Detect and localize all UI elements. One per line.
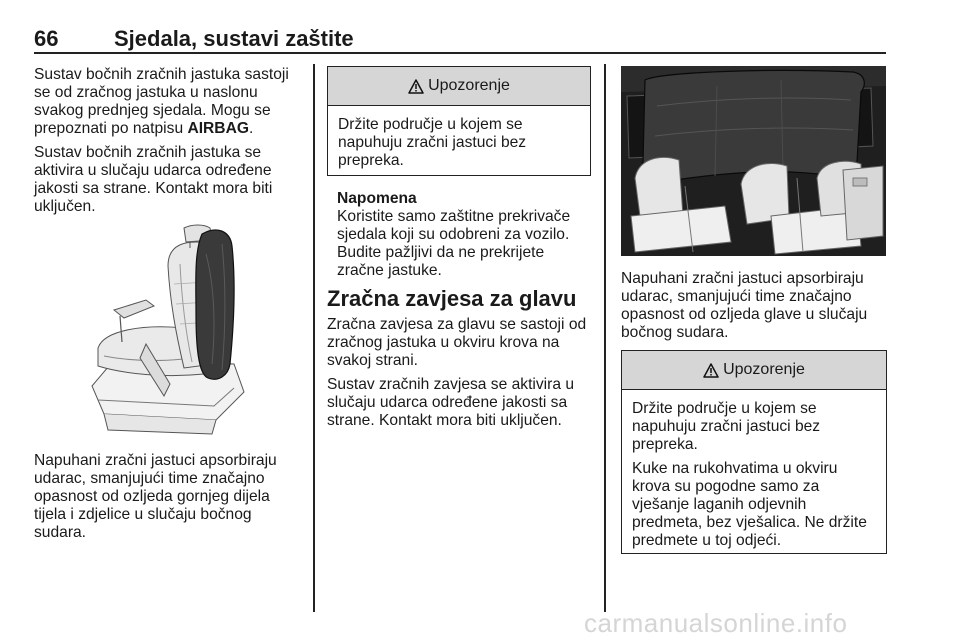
- warning-header-right: [622, 351, 886, 389]
- warning-header: [328, 67, 590, 105]
- left-paragraph-1: Sustav bočnih zračnih jastuka sastoji se od zračnog jastuka u naslonu svakog prednjeg sjedala. Mogu se prepoznati po natpisu AIRBAG.: [34, 66, 289, 137]
- page-number: 66: [34, 26, 59, 51]
- page-title: Sjedala, sustavi zaštite: [114, 26, 354, 51]
- header-rule: [34, 52, 886, 54]
- left-paragraph-2: Sustav bočnih zračnih jastuka se aktivira u slučaju udarca određene jakosti sa strane. Kontakt mora biti uključen.: [34, 144, 273, 215]
- seat-airbag-illustration: [84, 224, 264, 436]
- page-header: [34, 22, 886, 54]
- warning-body: [328, 105, 590, 180]
- warning-title: Upozorenje: [428, 77, 510, 94]
- middle-paragraph-2: Sustav zračnih zavjesa se aktivira u slučaju udarca određene jakosti sa strane. Kontakt mora biti uključen.: [327, 376, 575, 429]
- left-caption-block: [34, 452, 300, 548]
- curtain-airbag-illustration: [621, 66, 886, 256]
- left-column: [34, 66, 300, 222]
- warning-box-middle: [327, 66, 591, 176]
- warning-triangle-icon: [408, 79, 424, 94]
- right-column: [621, 270, 887, 554]
- warning-title-right: Upozorenje: [723, 361, 805, 378]
- warning-text-1: Držite područje u kojem se napuhuju zračni jastuci bez prepreka.: [632, 400, 821, 453]
- note-block: [327, 190, 591, 280]
- note-label: Napomena: [337, 190, 417, 207]
- middle-column: [327, 66, 591, 436]
- middle-paragraph-1: Zračna zavjesa za glavu se sastoji od zračnog jastuka u okviru krova na svakoj strani.: [327, 316, 587, 369]
- warning-body-right: [622, 389, 886, 560]
- left-caption: Napuhani zračni jastuci apsorbiraju udarac, smanjujući time značajno opasnost od ozljeda gornjeg dijela tijela i zdjelice u slučaju bočnog sudara.: [34, 452, 277, 541]
- column-divider-right: [604, 64, 606, 612]
- warning-triangle-icon: [703, 363, 719, 378]
- column-divider-left: [313, 64, 315, 612]
- watermark: carmanualsonline.info: [584, 608, 848, 638]
- right-caption: Napuhani zračni jastuci apsorbiraju udarac, smanjujući time značajno opasnost od ozljeda glave u slučaju bočnog sudara.: [621, 270, 868, 341]
- section-heading: Zračna zavjesa za glavu: [327, 286, 577, 311]
- airbag-label: AIRBAG: [187, 120, 249, 137]
- warning-text-2: Kuke na rukohvatima u okviru krova su pogodne samo za vješanje laganih odjevnih predmeta, bez vješalica. Ne držite predmete u toj odjeći.: [632, 460, 867, 549]
- note-text: Koristite samo zaštitne prekrivače sjedala koji su odobreni za vozilo. Budite pažljivi da ne prekrijete zračne jastuke.: [337, 208, 571, 279]
- warning-box-right: [621, 350, 887, 554]
- warning-text: Držite područje u kojem se napuhuju zračni jastuci bez prepreka.: [338, 116, 527, 169]
